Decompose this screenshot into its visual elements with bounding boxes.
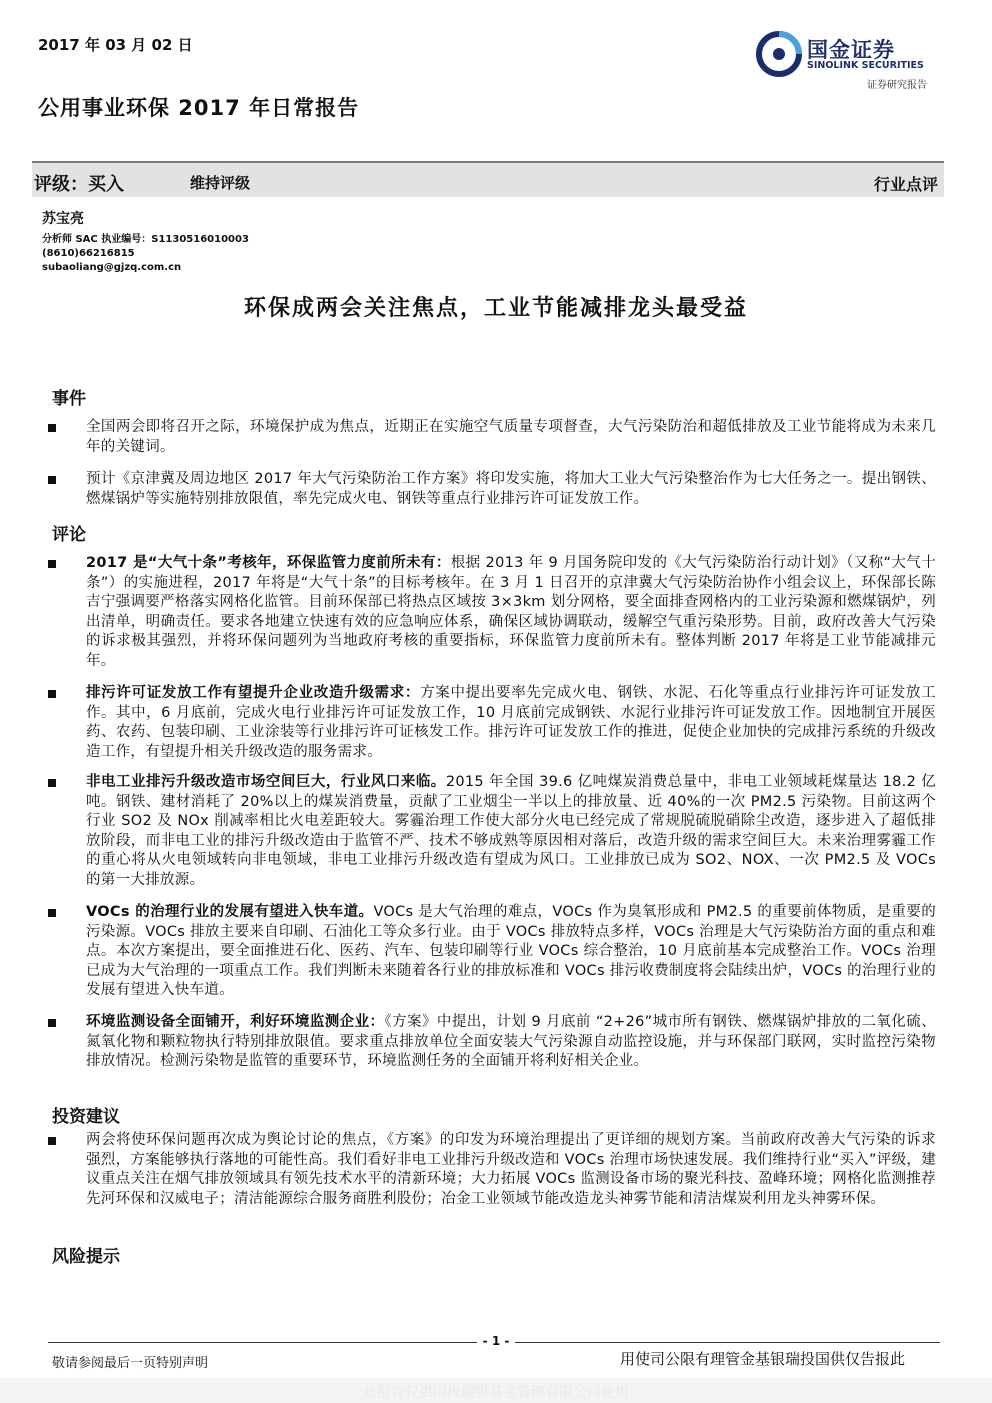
- comment-bullet-1-lead: 2017 是“大气十条”考核年，环保监管力度前所未有：: [86, 555, 451, 571]
- bullet-icon: [48, 690, 56, 698]
- comment-bullet-4-text: VOCs 是大气治理的难点，VOCs 作为臭氧形成和 PM2.5 的重要前体物质，是重要的污染源。VOCs 排放主要来自印刷、石油化工等众多行业。由于 VOCs 排放特点多样，VOCs 治理是大气污染防治方面的重点和难点。本次方案提出，要全面推进石化、医药、汽车、包装印刷等行业 VOCs 综合整治，10 月底前基本完成整治工作。VOCs 治理已成为大气治理的一项重点工作。我们判断未来随着各行业的排放标准和 VOCs 排污收费制度将会陆续出炉，VOCs 的治理行业的发展有望进入快车道。: [86, 904, 936, 998]
- comment-bullet-1-text: 根据 2013 年 9 月国务院印发的《大气污染防治行动计划》（又称“大气十条”）的实施进程，2017 年将是“大气十条”的目标考核年。在 3 月 1 日召开的京津冀大气污染防治协作小组会议上，环保部长陈吉宁强调要严格落实网格化监管。目前环保部已将热点区域按 3×3km 划分网格，要全面排查网格内的工业污染源和燃煤锅炉，列出清单，明确责任。要求各地建立快速有效的应急响应体系，确保区域协调联动，缓解空气重污染形势。目前，政府改善大气污染的诉求极其强烈，并将环保问题列为当地政府考核的重要指标，环保监管力度前所未有。整体判断 2017 年将是工业节能减排元年。: [86, 555, 936, 669]
- comment-bullet-1: [86, 554, 936, 671]
- rating-label: 评级：买入: [34, 174, 124, 195]
- logo-name-cn: 国金证券: [807, 38, 895, 62]
- section-heading-invest: 投资建议: [52, 1107, 120, 1127]
- comment-bullet-3: [86, 773, 936, 890]
- bullet-icon: [48, 1019, 56, 1027]
- bullet-icon: [48, 779, 56, 787]
- section-heading-risk: 风险提示: [52, 1247, 120, 1267]
- page-number-text: - 1 -: [477, 1334, 516, 1348]
- report-series-title: 公用事业环保 2017 年日常报告: [38, 96, 360, 120]
- analyst-name: 苏宝亮: [42, 211, 84, 227]
- comment-bullet-4-lead: VOCs 的治理行业的发展有望进入快车道。: [86, 904, 374, 920]
- rating-status: 维持评级: [190, 174, 251, 192]
- page-number: [0, 1334, 992, 1348]
- footer-right-text: 用使司公限有理管金基银瑞投国供仅告报此: [620, 1350, 906, 1368]
- comment-bullet-2-text: 方案中提出要率先完成火电、钢铁、水泥、石化等重点行业排污许可证发放工作。其中，6 月底前，完成火电行业排污许可证发放工作，10 月底前完成钢铁、水泥行业排污许可证发放工作。因地制宜开展医药、农药、包装印刷、工业涂装等行业排污许可证核发工作。排污许可证发放工作的推进，促使企业加快的完成排污系统的升级改造工作，有望提升相关升级改造的服务需求。: [86, 685, 936, 760]
- analyst-info: [42, 208, 249, 275]
- sinolink-logo-icon: [755, 30, 803, 78]
- comment-bullet-2: [86, 684, 936, 762]
- analyst-phone: (8610)66216815: [42, 248, 135, 259]
- comment-bullet-5-text: 《方案》中提出，计划 9 月底前 “2+26”城市所有钢铁、燃煤锅炉排放的二氧化硫、氮氧化物和颗粒物执行特别排放限值。要求重点排放单位全面安装大气污染源自动监控设施，并与环保部门联网，实时监控污染物排放情况。检测污染物是监管的重要环节，环境监测任务的全面铺开将利好相关企业。: [86, 1014, 936, 1069]
- logo-subtitle: 证券研究报告: [867, 80, 927, 91]
- analyst-email[interactable]: subaoliang@gjzq.com.cn: [42, 262, 182, 273]
- event-bullet-1: 全国两会即将召开之际，环境保护成为焦点，近期正在实施空气质量专项督查，大气污染防治和超低排放及工业节能将成为未来几年的关键词。: [86, 419, 936, 455]
- rating-bar: [32, 161, 944, 197]
- company-logo: [755, 30, 955, 92]
- page-title: 环保成两会关注焦点，工业节能减排龙头最受益: [243, 296, 748, 321]
- comment-bullet-5: [86, 1013, 936, 1072]
- comment-bullet-2-lead: 排污许可证发放工作有望提升企业改造升级需求：: [86, 685, 421, 701]
- footer-disclaimer: 敬请参阅最后一页特别声明: [52, 1356, 209, 1371]
- bullet-icon: [48, 1137, 56, 1145]
- section-heading-event: 事件: [52, 389, 86, 409]
- section-heading-comment: 评论: [52, 525, 86, 545]
- comment-bullet-3-text: 2015 年全国 39.6 亿吨煤炭消费总量中，非电工业领域耗煤量达 18.2 亿吨。钢铁、建材消耗了 20%以上的煤炭消费量，贡献了工业烟尘一半以上的排放量、近 40%的一次 PM2.5 污染物。目前这两个行业 SO2 及 NOx 削减率相比火电差距较大。雾霾治理工作使大部分火电已经完成了常规脱硫脱硝除尘改造，逐步进入了超低排放阶段，而非电工业的排污升级改造由于监管不严、技术不够成熟等原因相对落后，改造升级的需求空间巨大。未来治理雾霾工作的重心将从火电领域转向非电领域，非电工业排污升级改造有望成为风口。工业排放已成为 SO2、NOX、一次 PM2.5 及 VOCs 的第一大排放源。: [86, 774, 936, 888]
- invest-bullet-1: 两会将使环保问题再次成为舆论讨论的焦点，《方案》的印发为环境治理提出了更详细的规划方案。当前政府改善大气污染的诉求强烈，方案能够执行落地的可能性高。我们看好非电工业排污升级改造和 VOCs 治理市场快速发展。我们维持行业“买入”评级，建议重点关注在烟气排放领域具有领先技术水平的清新环境；大力拓展 VOCs 监测设备市场的聚光科技、盈峰环境；网格化监测推荐先河环保和汉威电子；清洁能源综合服务商胜利股份；冶金工业领域节能改造龙头神雾节能和清洁煤炭利用龙头神雾环保。: [86, 1132, 936, 1207]
- watermark-text: 此报告仅供国投瑞银基金管理有限公司使用: [363, 1385, 629, 1401]
- bullet-icon: [48, 424, 56, 432]
- bullet-icon: [48, 560, 56, 568]
- bullet-icon: [48, 909, 56, 917]
- bullet-icon: [48, 476, 56, 484]
- analyst-sac: 分析师 SAC 执业编号：S1130516010003: [42, 234, 249, 245]
- report-type: 行业点评: [873, 175, 938, 194]
- comment-bullet-5-lead: 环境监测设备全面铺开，利好环境监测企业：: [86, 1014, 385, 1030]
- event-bullet-2: 预计《京津冀及周边地区 2017 年大气污染防治工作方案》将印发实施，将加大工业大气污染整治作为七大任务之一。提出钢铁、燃煤锅炉等实施特别排放限值，率先完成火电、钢铁等重点行业排污许可证发放工作。: [86, 471, 936, 507]
- comment-bullet-3-lead: 非电工业排污升级改造市场空间巨大，行业风口来临。: [86, 774, 446, 790]
- logo-name-en: SINOLINK SECURITIES: [807, 60, 924, 71]
- comment-bullet-4: [86, 903, 936, 1001]
- report-date: 2017 年 03 月 02 日: [38, 36, 193, 54]
